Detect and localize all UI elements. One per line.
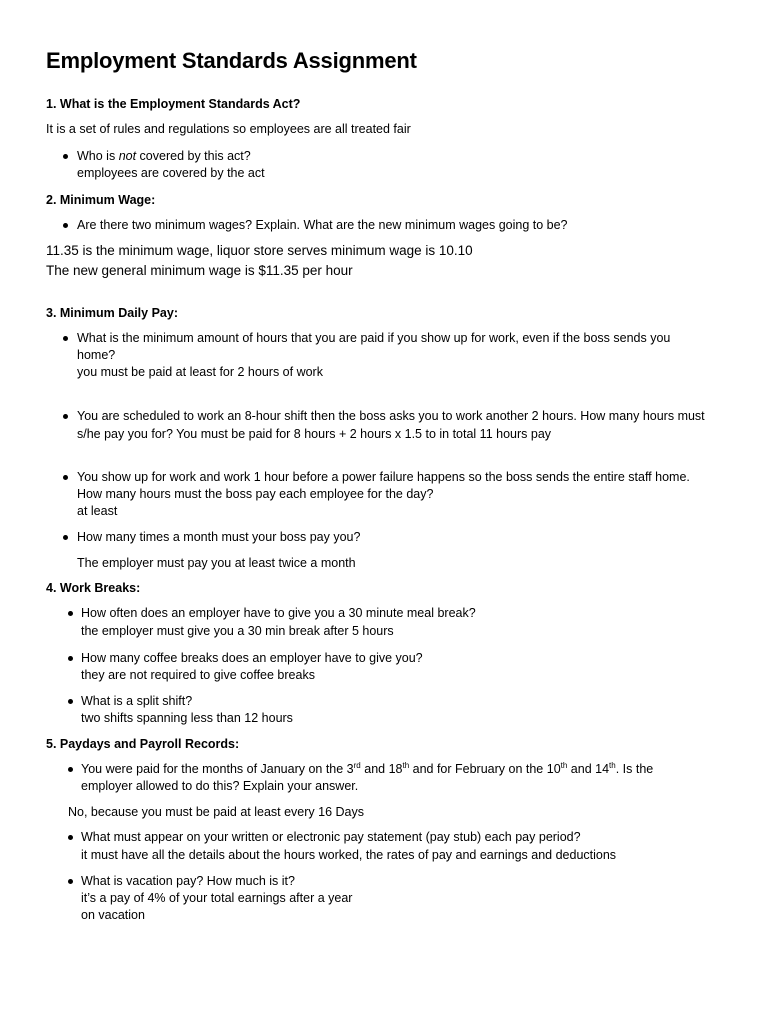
section-2-answer-1: 11.35 is the minimum wage, liquor store serves minimum wage is 10.10	[46, 243, 473, 258]
section-5-heading: 5. Paydays and Payroll Records:	[46, 737, 240, 751]
section-3-question-3-line-2: How many hours must the boss pay each employee for the day?	[77, 487, 434, 501]
bullet-icon	[63, 414, 68, 419]
section-5-question-1-answer: No, because you must be paid at least every 16 Days	[68, 805, 364, 819]
section-3-question-4: How many times a month must your boss pay you?	[77, 530, 361, 544]
page-title: Employment Standards Assignment	[46, 48, 417, 73]
section-5-question-2: What must appear on your written or electronic pay statement (pay stub) each pay period?	[81, 830, 581, 844]
section-5-question-3-answer-line-1: it’s a pay of 4% of your total earnings after a year	[81, 891, 353, 905]
section-3-question-1-answer: you must be paid at least for 2 hours of work	[77, 365, 323, 379]
bullet-icon	[63, 223, 68, 228]
bullet-icon	[68, 879, 73, 884]
section-3-question-2-line-1: You are scheduled to work an 8-hour shift then the boss asks you to work another 2 hours. How many hours must	[77, 409, 705, 423]
section-4-question-1-answer: the employer must give you a 30 min break after 5 hours	[81, 624, 394, 638]
section-1-heading: 1. What is the Employment Standards Act?	[46, 97, 301, 111]
bullet-icon	[68, 611, 73, 616]
section-3-question-2-line-2: s/he pay you for? You must be paid for 8 hours + 2 hours x 1.5 to in total 11 hours pay	[77, 427, 552, 441]
bullet-icon	[63, 475, 68, 480]
section-5-question-2-answer: it must have all the details about the hours worked, the rates of pay and earnings and deductions	[81, 848, 617, 862]
section-3-question-1-line-2: home?	[77, 348, 116, 362]
bullet-icon	[68, 656, 73, 661]
section-3-question-3-line-1: You show up for work and work 1 hour before a power failure happens so the boss sends the entire staff home.	[77, 470, 690, 484]
section-5-question-1-line-1: You were paid for the months of January on the 3rd and 18th and for February on the 10th and 14th. Is the	[81, 760, 654, 776]
section-2-answer-2: The new general minimum wage is $11.35 per hour	[46, 263, 353, 278]
section-3-question-4-answer: The employer must pay you at least twice a month	[77, 556, 356, 570]
section-4-question-3: What is a split shift?	[81, 694, 193, 708]
section-5-question-1-line-2: employer allowed to do this? Explain your answer.	[81, 779, 359, 793]
section-4-question-2: How many coffee breaks does an employer have to give you?	[81, 651, 423, 665]
section-1-answer: It is a set of rules and regulations so employees are all treated fair	[46, 122, 411, 136]
section-1-question-1: Who is not covered by this act?	[77, 149, 251, 163]
bullet-icon	[68, 767, 73, 772]
section-4-question-2-answer: they are not required to give coffee breaks	[81, 668, 315, 682]
section-4-question-1: How often does an employer have to give you a 30 minute meal break?	[81, 606, 476, 620]
section-5-question-3: What is vacation pay? How much is it?	[81, 874, 295, 888]
section-2-heading: 2. Minimum Wage:	[46, 193, 156, 207]
section-3-question-1-line-1: What is the minimum amount of hours that you are paid if you show up for work, even if the boss sends you	[77, 331, 671, 345]
section-5-question-3-answer-line-2: on vacation	[81, 908, 145, 922]
section-4-heading: 4. Work Breaks:	[46, 581, 141, 595]
bullet-icon	[63, 336, 68, 341]
bullet-icon	[63, 154, 68, 159]
bullet-icon	[68, 699, 73, 704]
bullet-icon	[63, 535, 68, 540]
section-4-question-3-answer: two shifts spanning less than 12 hours	[81, 711, 293, 725]
section-3-heading: 3. Minimum Daily Pay:	[46, 306, 178, 320]
section-2-question-1: Are there two minimum wages? Explain. What are the new minimum wages going to be?	[77, 218, 568, 232]
bullet-icon	[68, 835, 73, 840]
section-3-question-3-answer: at least	[77, 504, 118, 518]
section-1-question-1-answer: employees are covered by the act	[77, 166, 265, 180]
